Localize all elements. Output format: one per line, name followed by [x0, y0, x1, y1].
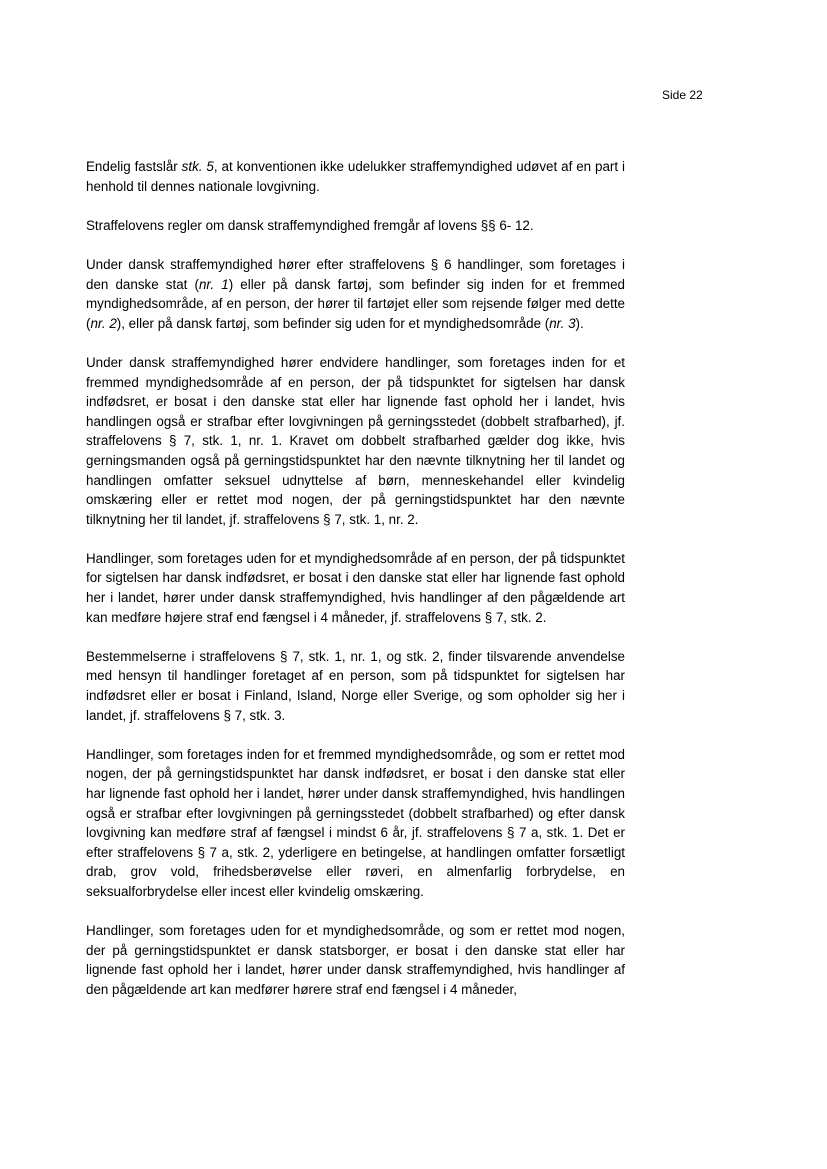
document-body	[86, 157, 625, 1000]
paragraph-7: Handlinger, som foretages inden for et fremmed myndighedsområde, og som er rettet mod nogen, der på gerningstidspunktet har dansk indfødsret, er bosat i den danske stat eller har lignende fast ophold her i landet, hører under dansk straffemyndighed, hvis handlingen også er strafbar efter lovgivningen på gerningsstedet (dobbelt strafbarhed) og efter dansk lovgivning kan medføre straf af fængsel i mindst 6 år, jf. straffelovens § 7 a, stk. 1. Det er efter straffelovens § 7 a, stk. 2, yderligere en betingelse, at handlingen omfatter forsætligt drab, grov vold, frihedsberøvelse eller røveri, en almenfarlig forbrydelse, en seksualforbrydelse eller incest eller kvindelig omskæring.	[86, 746, 625, 899]
ref-stk-5: stk. 5	[181, 159, 214, 174]
paragraph-2: Straffelovens regler om dansk straffemyndighed fremgår af lovens §§ 6- 12.	[86, 217, 534, 233]
paragraph-6: Bestemmelserne i straffelovens § 7, stk. 1, nr. 1, og stk. 2, finder tilsvarende anvendelse med hensyn til handlinger foretaget af en person, som på tidspunktet for sigtelsen har indfødsret eller er bosat i Finland, Island, Norge eller Sverige, og som opholder sig her i landet, jf. straffelovens § 7, stk. 3.	[86, 648, 625, 723]
ref-nr-3: nr. 3	[549, 315, 576, 331]
ref-nr-2: nr. 2	[90, 315, 117, 331]
paragraph-1: Endelig fastslår stk. 5, at konventionen ikke udelukker straffemyndighed udøvet af en part i henhold til dennes nationale lovgivning.	[86, 159, 625, 194]
paragraph-3: Under dansk straffemyndighed hører efter straffelovens § 6 handlinger, som foretages i den danske stat (nr. 1) eller på dansk fartøj, som befinder sig inden for et fremmed myndighedsområde, af en person, der hører til fartøjet eller som rejsende følger med dette (nr. 2), eller på dansk fartøj, som befinder sig uden for et myndighedsområde (nr. 3).	[86, 256, 625, 331]
paragraph-5: Handlinger, som foretages uden for et myndighedsområde af en person, der på tidspunktet for sigtelsen har dansk indfødsret, er bosat i den danske stat eller har lignende fast ophold her i landet, hører under dansk straffemyndighed, hvis handlinger af den pågældende art kan medføre højere straf end fængsel i 4 måneder, jf. straffelovens § 7, stk. 2.	[86, 550, 625, 625]
paragraph-4: Under dansk straffemyndighed hører endvidere handlinger, som foretages inden for et fremmed myndighedsområde af en person, der på tidspunktet for sigtelsen har dansk indfødsret, er bosat i den danske stat eller har lignende fast ophold her i landet, hvis handlingen også er strafbar efter lovgivningen på gerningsstedet (dobbelt strafbarhed), jf. straffelovens § 7, stk. 1, nr. 1. Kravet om dobbelt strafbarhed gælder dog ikke, hvis gerningsmanden også på gerningstidspunktet har den nævnte tilknytning her til landet og handlingen omfatter seksuel udnyttelse af børn, menneskehandel eller kvindelig omskæring eller er rettet mod nogen, der på gerningstidspunktet har den nævnte tilknytning her til landet, jf. straffelovens § 7, stk. 1, nr. 2.	[86, 354, 625, 527]
page-number: Side 22	[662, 88, 703, 102]
paragraph-8: Handlinger, som foretages uden for et myndighedsområde, og som er rettet mod nogen, der på gerningstidspunktet er dansk statsborger, er bosat i den danske stat eller har lignende fast ophold her i landet, hører under dansk straffemyndighed, hvis handlinger af den pågældende art kan medfører hørere straf end fængsel i 4 måneder,	[86, 923, 625, 997]
ref-nr-1: nr. 1	[198, 276, 229, 292]
